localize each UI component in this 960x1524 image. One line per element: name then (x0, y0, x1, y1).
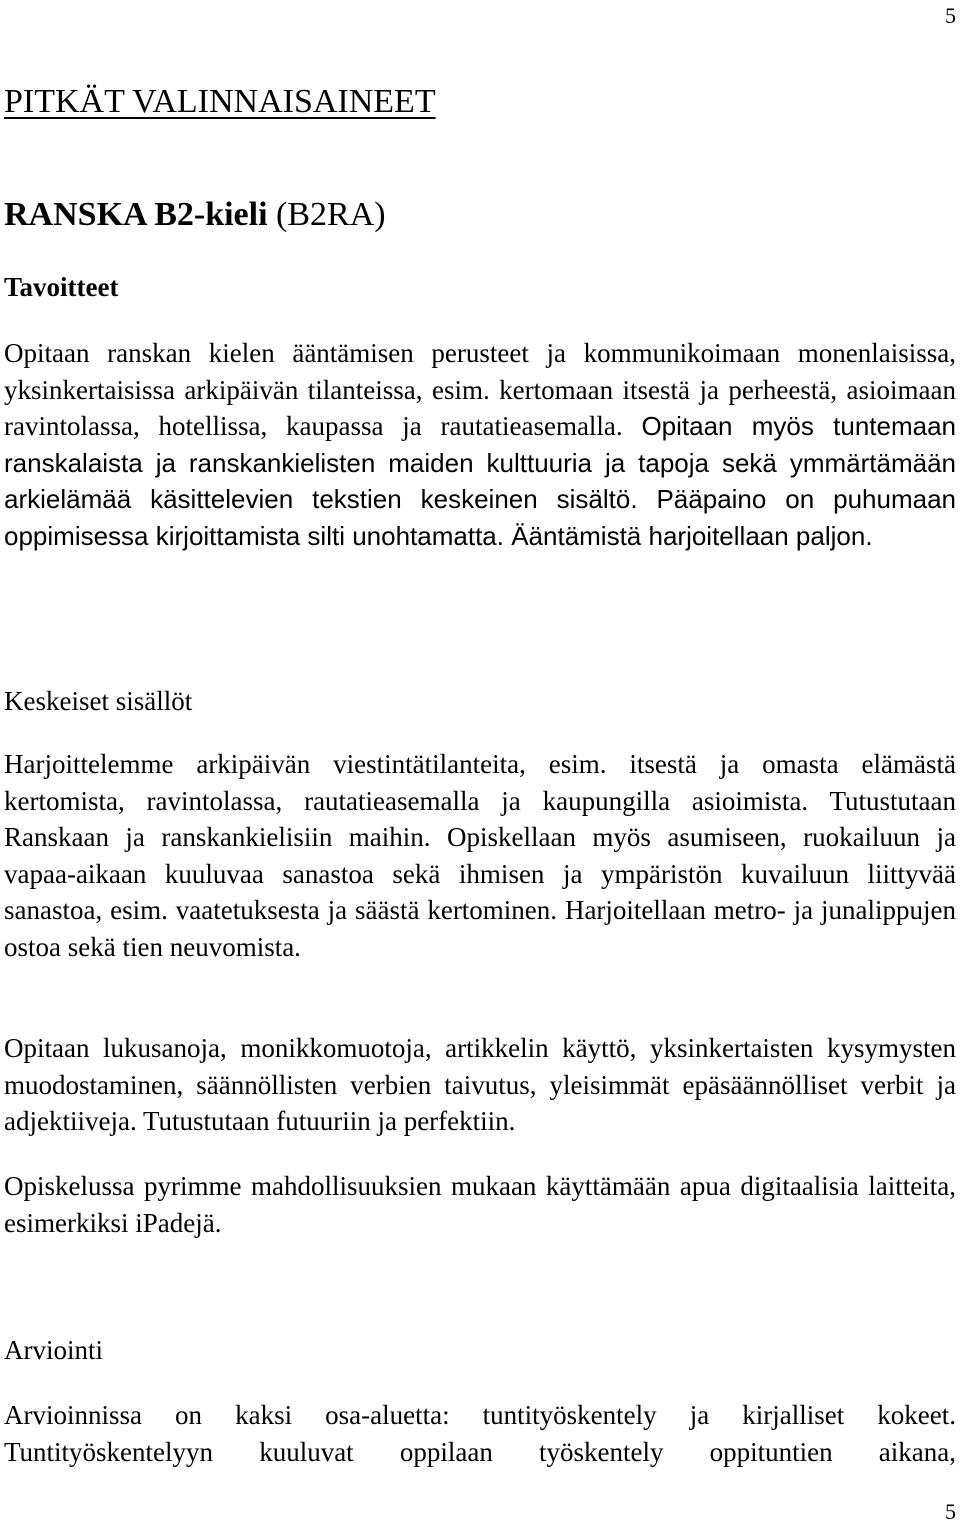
section-heading-tavoitteet: Tavoitteet (4, 272, 119, 302)
tavoitteet-text-1: Opitaan ranskan kielen ääntämisen perusteet ja kommunikoimaan monenlaisissa, yksinkertaisissa arkipäivän tilanteissa, esim. kertomaan itsestä ja perheestä, asioimaan ravintolassa, hotellissa, kaupassa ja rautatieasemalla. (4, 338, 956, 442)
tavoitteet-paragraph (4, 335, 956, 555)
section-heading-keskeiset: Keskeiset sisällöt (4, 686, 193, 716)
subject-name: RANSKA B2-kieli (4, 196, 268, 233)
keskeiset-paragraph-2: Opitaan lukusanoja, monikkomuotoja, artikkelin käyttö, yksinkertaisten kysymysten muodostaminen, säännöllisten verbien taivutus, yleisimmät epäsäännölliset verbit ja adjektiiveja. Tutustutaan futuuriin ja perfektiin. (4, 1033, 956, 1137)
keskeiset-paragraph-3: Opiskelussa pyrimme mahdollisuuksien mukaan käyttämään apua digitaalisia laitteita, esimerkiksi iPadejä. (4, 1171, 956, 1238)
page-number-bottom: 5 (945, 1499, 956, 1524)
arviointi-paragraph: Arvioinnissa on kaksi osa-aluetta: tuntityöskentely ja kirjalliset kokeet. Tuntityöskentelyyn kuuluvat oppilaan työskentely oppituntien aikana, (4, 1400, 956, 1467)
keskeiset-paragraph-1: Harjoittelemme arkipäivän viestintätilanteita, esim. itsestä ja omasta elämästä kertomista, ravintolassa, rautatieasemalla ja kaupungilla asioimista. Tutustutaan Ranskaan ja ranskankielisiin maihin. Opiskellaan myös asumiseen, ruokailuun ja vapaa-aikaan kuuluvaa sanastoa sekä ihmisen ja ympäristön kuvailuun liittyvää sanastoa, esim. vaatetuksesta ja säästä kertominen. Harjoitellaan metro- ja junalippujen ostoa sekä tien neuvomista. (4, 749, 956, 962)
subject-title (4, 195, 386, 235)
page-heading: PITKÄT VALINNAISAINEET (4, 83, 436, 120)
tavoitteet-text-2: Opitaan myös tuntemaan ranskalaista ja ranskankielisten maiden kulttuuria ja tapoja sekä ymmärtämään arkielämää käsittelevien tekstien keskeinen sisältö. Pääpaino on puhumaan oppimisessa kirjoittamista silti unohtamatta. Ääntämistä harjoitellaan paljon. (4, 411, 957, 551)
subject-code: (B2RA) (276, 196, 386, 233)
section-heading-arviointi: Arviointi (4, 1335, 103, 1365)
page-number-top: 5 (945, 3, 956, 28)
